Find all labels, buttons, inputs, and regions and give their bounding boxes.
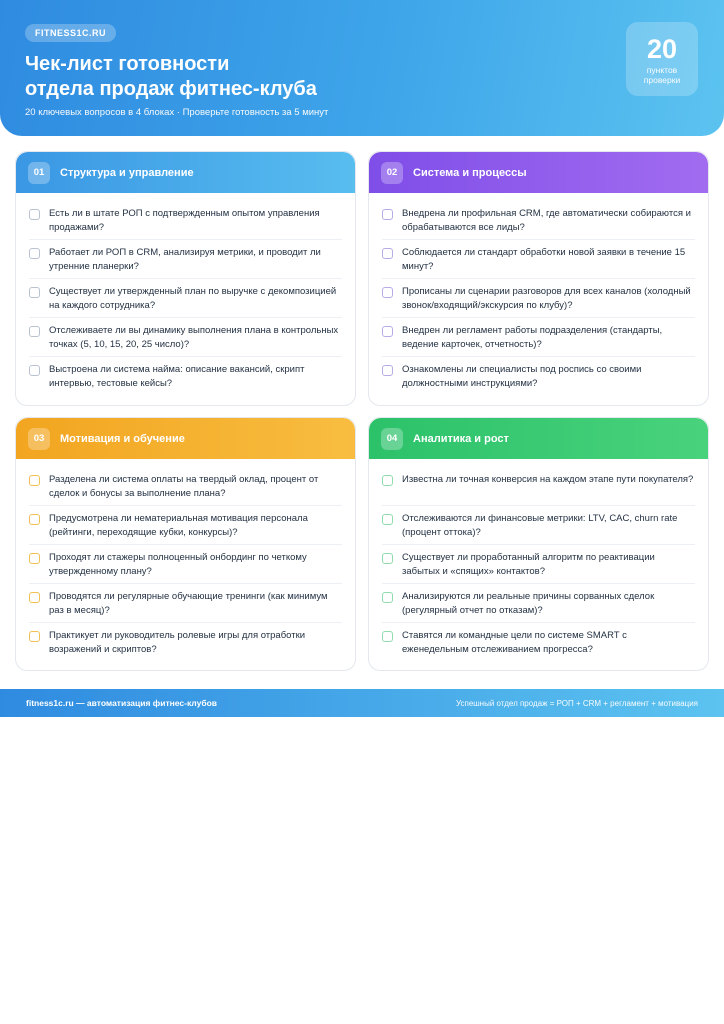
checklist-item[interactable] [382, 318, 695, 357]
block-number: 02 [381, 162, 403, 184]
block-header [16, 152, 355, 193]
checklist-item[interactable] [29, 506, 342, 545]
block-title: Мотивация и обучение [60, 432, 185, 445]
checklist-item[interactable] [29, 240, 342, 279]
page-subtitle: 20 ключевых вопросов в 4 блоках · Проверьте готовность за 5 минут [25, 107, 329, 118]
block-header [16, 418, 355, 459]
checklist-item[interactable] [29, 279, 342, 318]
checkbox[interactable] [382, 248, 393, 259]
item-text: Отслеживаете ли вы динамику выполнения плана в контрольных точках (5, 10, 15, 20, 25 число)? [49, 325, 339, 350]
item-text: Известна ли точная конверсия на каждом этапе пути покупателя? [402, 474, 694, 485]
item-text: Существует ли проработанный алгоритм по реактивации забытых и «спящих» контактов? [402, 552, 655, 577]
item-text: Ознакомлены ли специалисты под роспись со своими должностными инструкциями? [402, 364, 642, 389]
checklist-item[interactable] [382, 623, 695, 662]
item-text: Соблюдается ли стандарт обработки новой заявки в течение 15 минут? [402, 247, 686, 272]
block-header [369, 418, 708, 459]
page-header [0, 0, 724, 136]
checklist-item[interactable] [382, 240, 695, 279]
checklist [369, 193, 708, 396]
checklist-item[interactable] [29, 318, 342, 357]
block-analytics [368, 417, 709, 671]
item-text: Анализируются ли реальные причины сорванных сделок (регулярный отчет по отказам)? [402, 591, 655, 616]
checklist-item[interactable] [382, 467, 695, 506]
checkbox[interactable] [382, 475, 393, 486]
checklist-item[interactable] [382, 357, 695, 396]
checklist-item[interactable] [382, 279, 695, 318]
checkbox[interactable] [382, 209, 393, 220]
title-line-2: отдела продаж фитнес-клуба [25, 78, 317, 100]
checklist-item[interactable] [382, 201, 695, 240]
checklist [16, 459, 355, 662]
checklist-item[interactable] [29, 545, 342, 584]
page-footer [0, 689, 724, 717]
item-text: Проходят ли стажеры полноценный онбординг по четкому утвержденному плану? [49, 552, 307, 577]
counter-label: пунктов проверки [643, 65, 681, 85]
checkbox[interactable] [382, 631, 393, 642]
checkbox[interactable] [29, 553, 40, 564]
checklist-item[interactable] [29, 201, 342, 240]
footer-formula: Успешный отдел продаж = РОП + CRM + регламент + мотивация [455, 698, 698, 708]
checkbox[interactable] [382, 287, 393, 298]
item-text: Внедрена ли профильная CRM, где автоматически собираются и обрабатываются все лиды? [402, 208, 691, 233]
item-text: Ставятся ли командные цели по системе SMART с еженедельным отслеживанием прогресса? [402, 630, 627, 655]
checkbox[interactable] [29, 514, 40, 525]
item-text: Практикует ли руководитель ролевые игры для отработки возражений и скриптов? [49, 630, 306, 655]
checkbox[interactable] [29, 475, 40, 486]
block-number: 04 [381, 428, 403, 450]
checklist-item[interactable] [29, 467, 342, 506]
page-title [25, 52, 445, 102]
block-motivation [15, 417, 356, 671]
item-text: Предусмотрена ли нематериальная мотивация персонала (рейтинги, переходящие кубки, конкурсы)? [49, 513, 308, 538]
counter-number: 20 [646, 34, 678, 64]
item-text: Есть ли в штате РОП с подтвержденным опытом управления продажами? [49, 208, 320, 233]
checkbox[interactable] [382, 553, 393, 564]
item-text: Прописаны ли сценарии разговоров для всех каналов (холодный звонок/входящий/экскурсия по клубу)? [402, 286, 691, 311]
block-system [368, 151, 709, 406]
checklist-item[interactable] [382, 584, 695, 623]
checklist [16, 193, 355, 396]
checklist-item[interactable] [29, 584, 342, 623]
item-text: Выстроена ли система найма: описание вакансий, скрипт интервью, тестовые кейсы? [49, 364, 305, 389]
checklist-item[interactable] [382, 545, 695, 584]
block-number: 01 [28, 162, 50, 184]
checklist [369, 459, 708, 662]
checklist-item[interactable] [29, 357, 342, 396]
block-title: Система и процессы [413, 166, 527, 179]
checkbox[interactable] [29, 209, 40, 220]
brand-badge: FITNESS1C.RU [25, 24, 116, 42]
block-number: 03 [28, 428, 50, 450]
item-text: Отслеживаются ли финансовые метрики: LTV, CAC, churn rate (процент оттока)? [402, 513, 678, 538]
title-line-1: Чек-лист готовности [25, 53, 230, 75]
checkbox[interactable] [29, 248, 40, 259]
checkbox[interactable] [29, 592, 40, 603]
block-header [369, 152, 708, 193]
checkbox[interactable] [382, 326, 393, 337]
item-text: Проводятся ли регулярные обучающие тренинги (как минимум раз в месяц)? [49, 591, 328, 616]
checkbox[interactable] [382, 514, 393, 525]
items-counter [626, 22, 698, 96]
item-text: Работает ли РОП в CRM, анализируя метрики, и проводит ли утренние планерки? [49, 247, 321, 272]
checkbox[interactable] [29, 287, 40, 298]
item-text: Внедрен ли регламент работы подразделения (стандарты, ведение карточек, отчетность)? [402, 325, 663, 350]
block-title: Структура и управление [60, 166, 194, 179]
checkbox[interactable] [29, 631, 40, 642]
item-text: Существует ли утвержденный план по выручке с декомпозицией на каждого сотрудника? [49, 286, 337, 311]
checkbox[interactable] [29, 326, 40, 337]
footer-site[interactable]: fitness1c.ru — автоматизация фитнес-клубов [26, 698, 217, 708]
checkbox[interactable] [382, 592, 393, 603]
checklist-item[interactable] [29, 623, 342, 662]
checkbox[interactable] [29, 365, 40, 376]
checkbox[interactable] [382, 365, 393, 376]
block-title: Аналитика и рост [413, 432, 509, 445]
block-structure [15, 151, 356, 406]
checklist-item[interactable] [382, 506, 695, 545]
item-text: Разделена ли система оплаты на твердый оклад, процент от сделок и бонусы за выполнение плана? [49, 474, 319, 499]
